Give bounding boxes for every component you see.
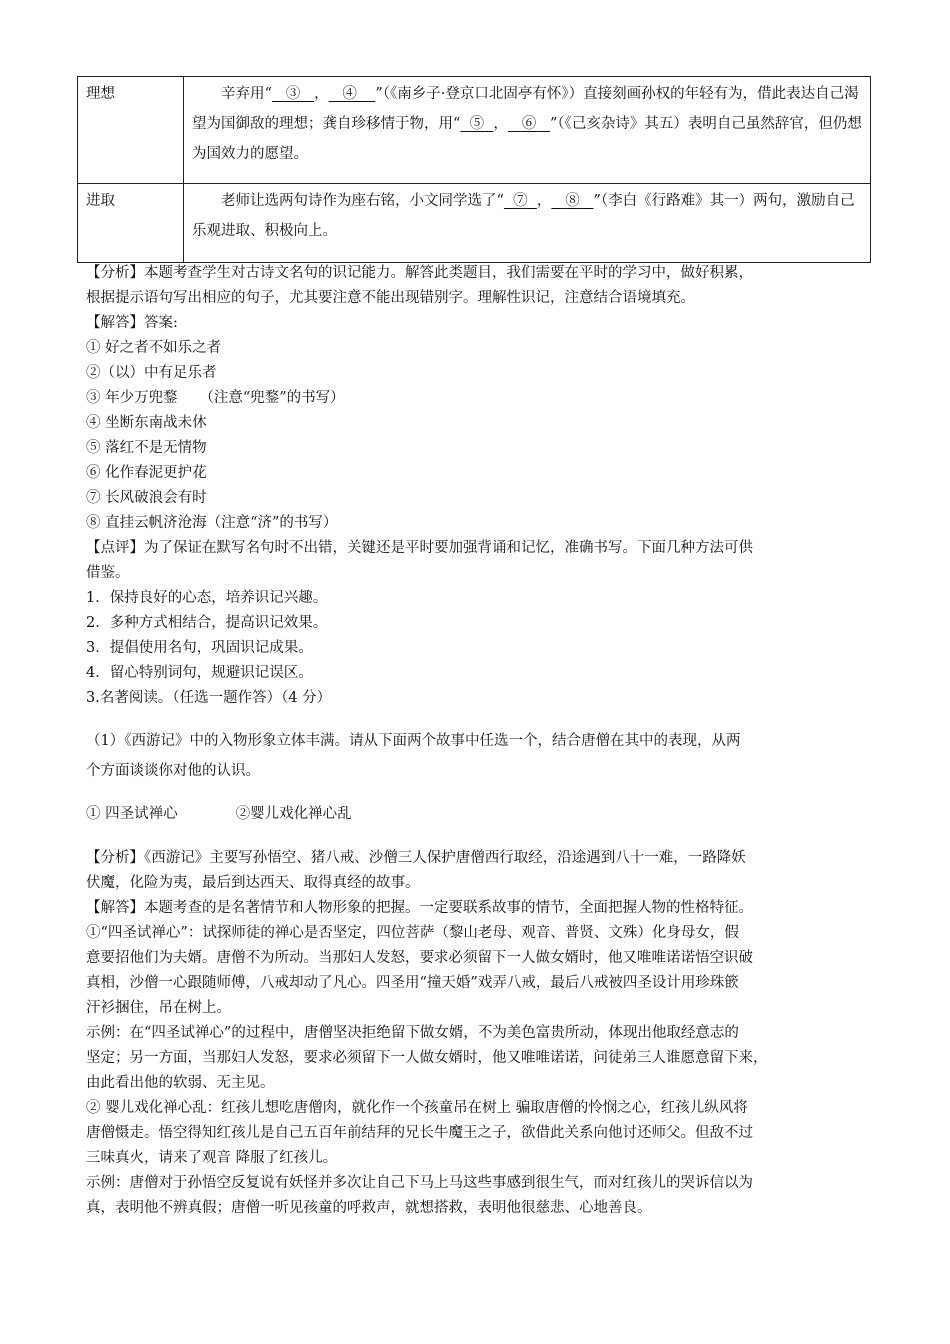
- story-line: 三味真火，请来了观音 降服了红孩儿。: [86, 1150, 338, 1166]
- comment-line: 借鉴。: [86, 565, 130, 581]
- answer-item: ① 好之者不如乐之者: [86, 340, 222, 356]
- answer-item: ②（以）中有足乐者: [86, 365, 217, 381]
- analysis-line: 根据提示语句写出相应的句子，尤其要注意不能出现错别字。理解性识记，注意结合语境填充。: [86, 290, 695, 306]
- example-line: 示例：在“四圣试禅心”的过程中，唐僧坚决拒绝留下做女婿，不为美色富贵所动，体现出他取经意志的: [86, 1025, 739, 1041]
- story-line: 唐僧慑走。悟空得知红孩儿是自己五百年前结拜的兄长牛魔王之子，欲借此关系向他讨还师父。但敌不过: [86, 1125, 753, 1141]
- example-line: 示例：唐僧对于孙悟空反复说有妖怪并多次让自己下马上马这些事感到很生气，而对红孩儿的哭诉信以为: [86, 1175, 753, 1191]
- example-line: 坚定；另一方面，当那妇人发怒，要求必须留下一人做女婿时，他又唯唯诺诺，问徒弟三人谁愿意留下来，: [86, 1050, 768, 1066]
- table-row: [78, 77, 871, 184]
- question-heading: 3.名著阅读。（任选一题作答）（4 分）: [86, 690, 332, 706]
- blank-3: ③: [285, 86, 301, 102]
- analysis-line: 【分析】本题考查学生对古诗文名句的识记能力。解答此类题目，我们需要在平时的学习中，做好积累，: [86, 265, 753, 281]
- method-item: 2．多种方式相结合，提高识记效果。: [86, 615, 328, 631]
- example-line: 真，表明他不辨真假；唐僧一听见孩童的呼救声，就想搭救，表明他很慈悲、心地善良。: [86, 1200, 652, 1216]
- question-text-cell: 辛弃用“ ③ ， ④ ”（《南乡子·登京口北固亭有怀》）直接刻画孙权的年轻有为，借此表达自己渴望为国御敌的理想；龚自珍移情于物，用“ ⑤ ， ⑥ ”（《己亥杂诗》其五）表明自己虽然辞官，但仍想为国效力的愿望。: [184, 77, 871, 184]
- answer-item: ⑧ 直挂云帆济沧海（注意“济”的书写）: [86, 515, 338, 531]
- story-line: ①“四圣试禅心”：试探师徒的禅心是否坚定，四位菩萨（黎山老母、观音、普贤、文殊）化身母女，假: [86, 925, 739, 941]
- analysis-line: 伏魔，化险为夷，最后到达西天、取得真经的故事。: [86, 875, 420, 891]
- option-1: ① 四圣试禅心: [86, 806, 178, 822]
- table-row: [78, 184, 871, 263]
- prompt-line: 个方面谈谈你对他的认识。: [86, 763, 260, 779]
- answer-line: 【解答】本题考查的是名著情节和人物形象的把握。一定要联系故事的情节，全面把握人物的性格特征。: [86, 900, 753, 916]
- prompt-line: （1）《西游记》中的入物形象立体丰满。请从下面两个故事中任选一个，结合唐僧在其中的表现，从两: [86, 733, 741, 749]
- question-text-cell: 老师让选两句诗作为座右铭，小文同学选了“ ⑦ ， ⑧ ”（李白《行路难》其一）两句，激励自己乐观进取、积极向上。: [184, 184, 871, 263]
- poem-question-table: [77, 76, 871, 263]
- method-item: 4．留心特别词句，规避识记误区。: [86, 665, 313, 681]
- analysis-line: 【分析】《西游记》主要写孙悟空、猪八戒、沙僧三人保护唐僧西行取经，沿途遇到八十一难，一路降妖: [86, 850, 746, 866]
- story-line: 意要招他们为夫婿。唐僧不为所动。当那妇人发怒，要求必须留下一人做女婿时，他又唯唯诺诺悟空识破: [86, 950, 753, 966]
- story-line: 汗衫捆住，吊在树上。: [86, 1000, 231, 1016]
- blank-6: ⑥: [521, 116, 537, 132]
- category-cell: 进取: [78, 184, 184, 263]
- story-line: 真相，沙僧一心跟随师傅，八戒却动了凡心。四圣用“撞天婚”戏弄八戒，最后八戒被四圣设计用珍珠篏: [86, 975, 739, 991]
- method-item: 3．提倡使用名句，巩固识记成果。: [86, 640, 313, 656]
- answer-item: ④ 坐断东南战未休: [86, 415, 207, 431]
- comment-line: 【点评】为了保证在默写名句时不出错，关键还是平时要加强背诵和记忆，准确书写。下面几种方法可供: [86, 540, 753, 556]
- example-line: 由此看出他的软弱、无主见。: [86, 1075, 275, 1091]
- method-item: 1．保持良好的心态，培养识记兴趣。: [86, 590, 328, 606]
- option-list: [86, 804, 876, 824]
- answer-item: ③ 年少万兜鍪 （注意“兜鍪”的书写）: [86, 390, 345, 406]
- answer-item: ⑥ 化作春泥更护花: [86, 465, 207, 481]
- answer-heading: 【解答】答案:: [86, 315, 178, 331]
- blank-5: ⑤: [469, 116, 485, 132]
- blank-8: ⑧: [565, 193, 580, 209]
- story-line: ② 婴儿戏化禅心乱：红孩儿想吃唐僧肉，就化作一个孩童吊在树上 骗取唐僧的怜悯之心，红孩儿纵风将: [86, 1100, 748, 1116]
- answer-item: ⑤ 落红不是无情物: [86, 440, 207, 456]
- answer-item: ⑦ 长风破浪会有时: [86, 490, 207, 506]
- category-cell: 理想: [78, 77, 184, 184]
- blank-4: ④: [342, 86, 357, 102]
- option-2: ②婴儿戏化禅心乱: [235, 806, 352, 822]
- blank-7: ⑦: [513, 193, 528, 209]
